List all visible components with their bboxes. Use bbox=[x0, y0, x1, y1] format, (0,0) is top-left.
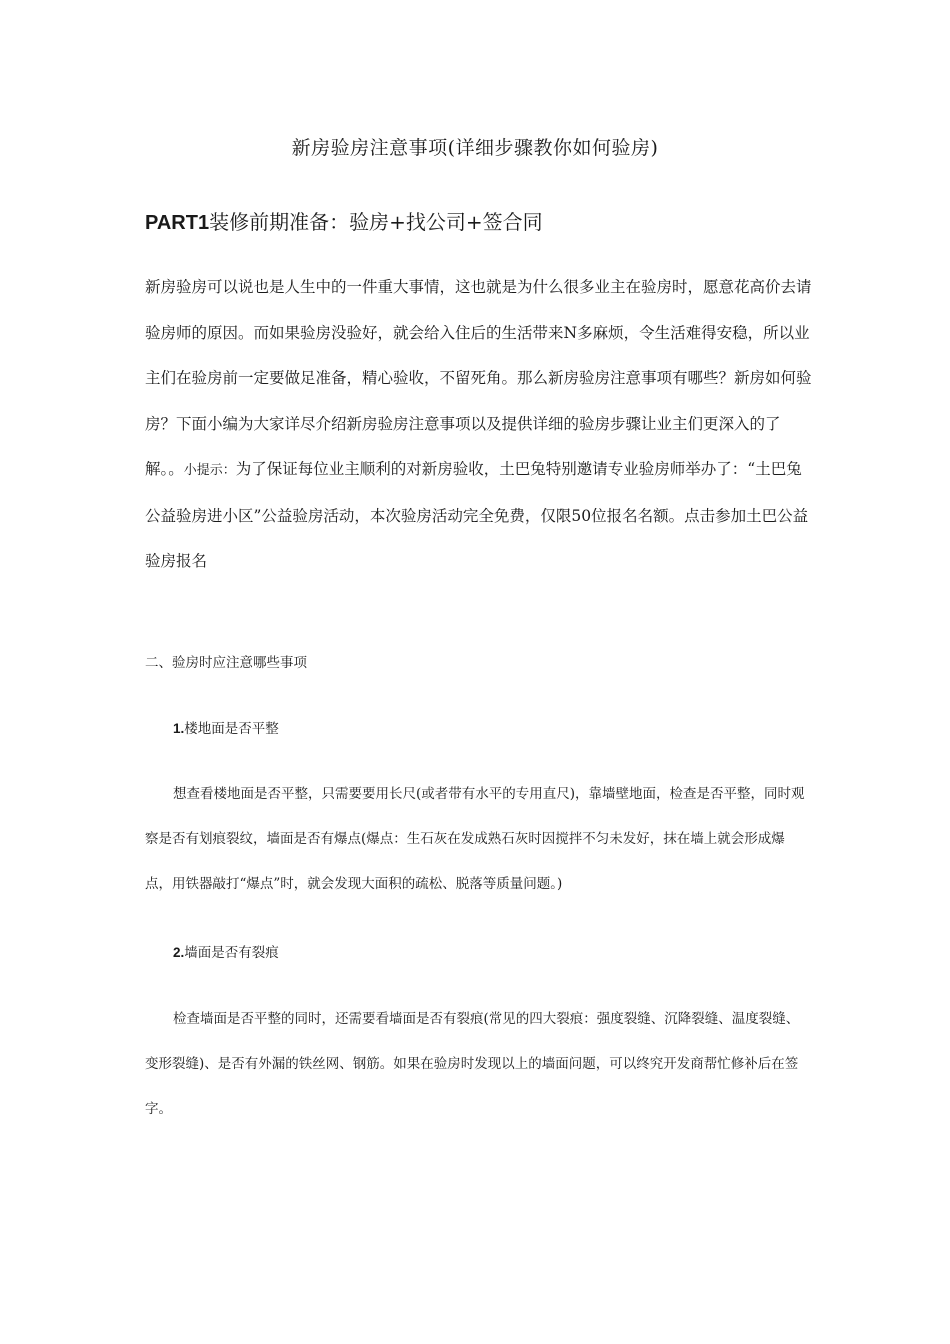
part1-heading bbox=[145, 206, 543, 235]
item-heading-1 bbox=[173, 717, 279, 737]
intro-paragraph bbox=[145, 265, 815, 585]
item-body-2: 检查墙面是否平整的同时，还需要看墙面是否有裂痕(常见的四大裂痕：强度裂缝、沉降裂缝、温度裂缝、变形裂缝)、是否有外漏的铁丝网、钢筋。如果在验房时发现以上的墙面问题，可以终究开发商帮忙修补后在签字。 bbox=[145, 1011, 800, 1117]
intro-text: 新房验房可以说也是人生中的一件重大事情，这也就是为什么很多业主在验房时，愿意花高价去请验房师的原因。而如果验房没验好，就会给入住后的生活带来N多麻烦，令生活难得安稳，所以业主们在验房前一定要做足准备，精心验收，不留死角。那么新房验房注意事项有哪些？新房如何验房？下面小编为大家详尽介绍新房验房注意事项以及提供详细的验房步骤让业主们更深入的了解。。 bbox=[145, 278, 812, 478]
item-title-2: 墙面是否有裂痕 bbox=[184, 945, 279, 961]
item-title-1: 楼地面是否平整 bbox=[184, 721, 279, 737]
section-heading: 二、验房时应注意哪些事项 bbox=[145, 655, 307, 671]
tip-text: 为了保证每位业主顺利的对新房验收，土巴兔特别邀请专业验房师举办了：“土巴兔公益验房进小区”公益验房活动，本次验房活动完全免费，仅限50位报名名额。点击参加土巴公益验房报名 bbox=[145, 460, 809, 570]
part1-prefix: PART1 bbox=[145, 212, 210, 234]
item-body-1: 想查看楼地面是否平整，只需要要用长尺(或者带有水平的专用直尺)，靠墙壁地面，检查是否平整，同时观察是否有划痕裂纹，墙面是否有爆点(爆点：生石灰在发成熟石灰时因搅拌不匀未发好，抹在墙上就会形成爆点，用铁器敲打“爆点”时，就会发现大面积的疏松、脱落等质量问题。) bbox=[145, 786, 805, 892]
document-title: 新房验房注意事项(详细步骤教你如何验房) bbox=[291, 137, 659, 159]
item-number-1: 1. bbox=[173, 721, 185, 736]
tip-label: 小提示： bbox=[183, 463, 236, 478]
part1-heading-text: 装修前期准备：验房+找公司+签合同 bbox=[209, 210, 543, 234]
item-number-2: 2. bbox=[173, 945, 185, 960]
item-heading-2 bbox=[173, 941, 279, 961]
